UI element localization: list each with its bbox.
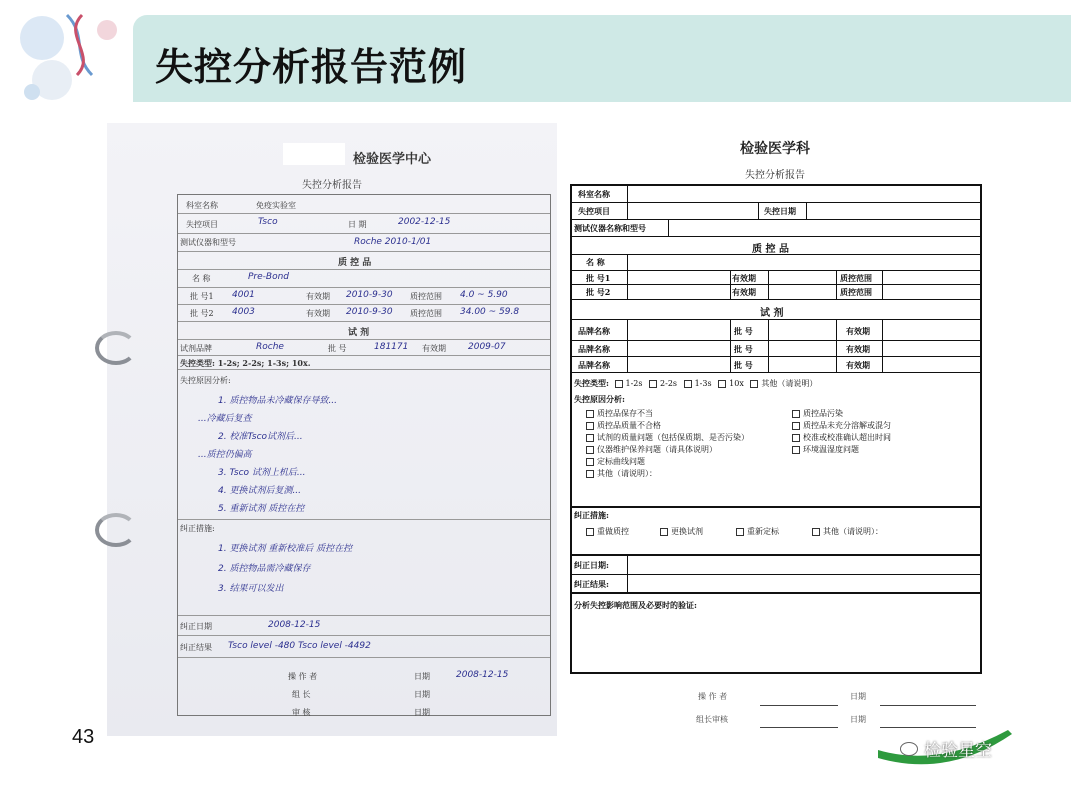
brand-label: 品牌名称	[578, 344, 610, 354]
cause-option: 质控品质量不合格	[597, 421, 661, 430]
lot-label: 批 号	[734, 344, 753, 354]
checkbox[interactable]	[750, 380, 758, 388]
checkbox[interactable]	[586, 422, 594, 430]
handwriting: 2008-12-15	[268, 620, 321, 630]
label: 日 期	[348, 220, 367, 229]
page-number: 43	[72, 726, 95, 748]
instrument-label: 测试仪器名称和型号	[574, 223, 646, 233]
right-doc-header: 检验医学科	[740, 141, 810, 157]
expiry-label: 有效期	[732, 273, 756, 283]
expiry-label: 有效期	[846, 344, 870, 354]
handwriting: 1. 质控物品未冷藏保存导致...	[218, 396, 338, 406]
handwriting: 2010-9-30	[346, 307, 393, 317]
decorative-dna-image	[12, 10, 124, 106]
handwriting: 5. 重新试剂 质控在控	[218, 504, 305, 514]
date-label: 日期	[850, 715, 866, 724]
checkbox[interactable]	[792, 410, 800, 418]
lot-label: 批 号	[734, 326, 753, 336]
label: 审 核	[292, 708, 311, 717]
section-header: 试 剂	[348, 328, 370, 338]
checkbox[interactable]	[660, 528, 668, 536]
handwriting: 2009-07	[468, 342, 506, 352]
handwriting: 4.0 ~ 5.90	[460, 290, 508, 300]
cause-option: 质控品污染	[803, 409, 843, 418]
binder-ring	[95, 513, 137, 547]
leader-review-label: 组长审核	[696, 715, 728, 724]
label: 有效期	[306, 309, 330, 318]
label: 操 作 者	[288, 672, 318, 681]
checkbox[interactable]	[586, 446, 594, 454]
handwriting: 2008-12-15	[456, 670, 509, 680]
correct-option: 重新定标	[747, 527, 779, 536]
label: 纠正措施:	[180, 524, 215, 533]
label: 失控原因分析:	[180, 376, 231, 385]
checkbox[interactable]	[615, 380, 623, 388]
lot-label: 批 号	[734, 360, 753, 370]
watermark	[878, 720, 1018, 775]
brand-label: 品牌名称	[578, 360, 610, 370]
operator-label: 操 作 者	[698, 692, 728, 701]
label: 质控范围	[410, 309, 442, 318]
cause-option: 质控品未充分溶解或混匀	[803, 421, 891, 430]
handwriting: ...质控仍偏高	[198, 450, 252, 460]
handwriting: Tsco level -480 Tsco level -4492	[228, 641, 371, 651]
handwriting: 34.00 ~ 59.8	[460, 307, 520, 317]
cause-option: 仪器维护保养问题（请具体说明）	[597, 445, 717, 454]
item-label: 失控项目	[578, 206, 610, 216]
checkbox[interactable]	[586, 470, 594, 478]
label: 日期	[414, 708, 430, 717]
correct-option: 其他（请说明）：	[823, 527, 883, 536]
label: 批 号1	[190, 292, 214, 301]
expiry-label: 有效期	[732, 287, 756, 297]
handwriting: 181171	[374, 342, 409, 352]
correct-label: 纠正措施:	[574, 510, 609, 520]
handwriting: 2002-12-15	[398, 217, 451, 227]
reagent-header: 试 剂	[760, 308, 784, 319]
label: 测试仪器和型号	[180, 238, 236, 247]
analysis-label: 分析失控影响范围及必要时的验证:	[574, 600, 697, 610]
left-form	[177, 194, 551, 716]
cause-option: 试剂的质量问题（包括保质期、是否污染）	[597, 433, 749, 442]
handwriting: 2. 校准Tsco试剂后...	[218, 432, 303, 442]
checkbox[interactable]	[792, 434, 800, 442]
label: 日期	[414, 690, 430, 699]
qc-range-label: 质控范围	[840, 287, 872, 297]
checkbox[interactable]	[792, 422, 800, 430]
label: 科室名称	[186, 201, 218, 210]
handwriting: 3. Tsco 试剂上机后...	[218, 468, 306, 478]
label: 批 号	[328, 344, 347, 353]
type-option: 1-2s	[625, 379, 643, 388]
handwriting: 4001	[232, 290, 255, 300]
handwriting: 2. 质控物品需冷藏保存	[218, 564, 311, 574]
oc-date-label: 失控日期	[764, 206, 796, 216]
handwriting: Pre-Bond	[248, 272, 290, 282]
cause-option: 校准或校准确认超出时间	[803, 433, 891, 442]
cause-option: 环境温湿度问题	[803, 445, 859, 454]
handwriting: ...冷藏后复查	[198, 414, 252, 424]
checkbox[interactable]	[586, 410, 594, 418]
label: 有效期	[306, 292, 330, 301]
handwriting: Tsco	[258, 217, 278, 227]
label: 组 长	[292, 690, 311, 699]
correct-date-label: 纠正日期:	[574, 560, 609, 570]
cause-label: 失控原因分析:	[574, 394, 625, 404]
left-doc-header: 检验医学中心	[352, 152, 431, 167]
handwriting: 4. 更换试剂后复测...	[218, 486, 302, 496]
correct-option: 重做质控	[597, 527, 629, 536]
checkbox[interactable]	[586, 528, 594, 536]
label: 纠正结果	[180, 643, 212, 652]
label: 失控类型: 1-2s; 2-2s; 1-3s; 10x.	[180, 358, 311, 368]
checkbox[interactable]	[684, 380, 692, 388]
type-option: 其他（请说明）	[761, 379, 818, 388]
checkbox[interactable]	[812, 528, 820, 536]
left-doc-subheader: 失控分析报告	[302, 180, 362, 191]
handwriting: Roche	[256, 342, 284, 352]
type-option: 2-2s	[660, 379, 678, 388]
expiry-label: 有效期	[846, 326, 870, 336]
checkbox[interactable]	[649, 380, 657, 388]
brand-label: 品牌名称	[578, 326, 610, 336]
handwriting: Roche 2010-1/01	[354, 237, 432, 247]
handwriting: 4003	[232, 307, 255, 317]
binder-ring	[95, 331, 137, 365]
checkbox[interactable]	[718, 380, 726, 388]
label: 有效期	[422, 344, 446, 353]
section-header: 质 控 品	[338, 258, 372, 268]
label: 纠正日期	[180, 622, 212, 631]
label: 批 号2	[190, 309, 214, 318]
checkbox[interactable]	[586, 458, 594, 466]
handwriting: 3. 结果可以发出	[218, 584, 284, 594]
label: 试剂品牌	[180, 344, 212, 353]
right-doc-subheader: 失控分析报告	[745, 170, 805, 181]
type-option: 10x	[729, 379, 744, 388]
handwriting: 2010-9-30	[346, 290, 393, 300]
lot2-label: 批 号2	[586, 287, 611, 297]
checkbox[interactable]	[792, 446, 800, 454]
cause-option: 其他（请说明）：	[597, 469, 657, 478]
qc-range-label: 质控范围	[840, 273, 872, 283]
name-label: 名 称	[586, 257, 605, 267]
wechat-icon	[900, 742, 918, 756]
cause-option: 质控品保存不当	[597, 409, 653, 418]
slide-title: 失控分析报告范例	[155, 45, 468, 89]
label: 质控范围	[410, 292, 442, 301]
lot1-label: 批 号1	[586, 273, 611, 283]
correct-result-label: 纠正结果:	[574, 579, 609, 589]
date-label: 日期	[850, 692, 866, 701]
expiry-label: 有效期	[846, 360, 870, 370]
value: 免疫实验室	[256, 201, 296, 210]
right-form	[570, 184, 982, 674]
correct-option: 更换试剂	[671, 527, 703, 536]
type-label: 失控类型:	[574, 378, 609, 388]
checkbox[interactable]	[586, 434, 594, 442]
label: 失控项目	[186, 220, 218, 229]
type-option: 1-3s	[694, 379, 712, 388]
cause-option: 定标曲线问题	[597, 457, 645, 466]
handwriting: 1. 更换试剂 重新校准后 质控在控	[218, 544, 353, 554]
scanned-report-photo	[107, 123, 557, 736]
watermark-text: 检验星空	[924, 741, 992, 761]
label: 名 称	[192, 274, 211, 283]
dept-label: 科室名称	[578, 189, 610, 199]
checkbox[interactable]	[736, 528, 744, 536]
qc-header: 质 控 品	[752, 244, 789, 255]
label: 日期	[414, 672, 430, 681]
